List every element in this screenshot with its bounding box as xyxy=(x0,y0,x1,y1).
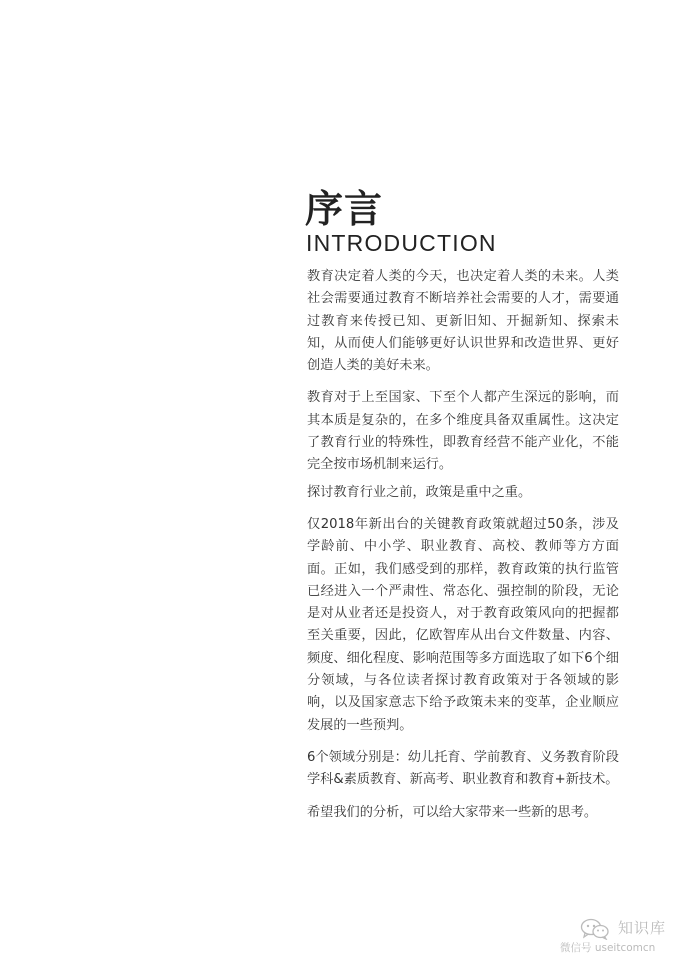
wechat-icon xyxy=(580,918,610,940)
paragraph-6: 希望我们的分析，可以给大家带来一些新的思考。 xyxy=(307,804,598,820)
paragraph-3: 探讨教育行业之前，政策是重中之重。 xyxy=(307,484,532,500)
paragraph-4: 仅2018年新出台的关键教育政策就超过50条，涉及学龄前、中小学、职业教育、高校、教师等方方面面。正如，我们感受到的那样，教育政策的执行监管已经进入一个严肃性、常态化、强控制的阶段，无论是对从业者还是投资人，对于教育政策风向的把握都至关重要，因此，亿欧智库从出台文件数量、内容、频度、细化程度、影响范围等多方面选取了如下6个细分领域，与各位读者探讨教育政策对于各领域的影响，以及国家意志下给予政策未来的变革，企业顺应发展的一些预判。 xyxy=(307,516,619,733)
body-text xyxy=(307,266,619,824)
paragraph-5: 6个领域分别是：幼儿托育、学前教育、义务教育阶段学科&素质教育、新高考、职业教育和教育+新技术。 xyxy=(307,749,619,788)
page-subtitle: INTRODUCTION xyxy=(306,230,497,256)
watermark-subtitle: 微信号 useitcomcn xyxy=(560,942,656,954)
page-title: 序言 xyxy=(305,187,384,231)
paragraph-1: 教育决定着人类的今天，也决定着人类的未来。人类社会需要通过教育不断培养社会需要的人才，需要通过教育来传授已知、更新旧知、开掘新知、探索未知，从而使人们能够更好认识世界和改造世界、更好创造人类的美好未来。 xyxy=(307,269,619,374)
paragraph-2: 教育对于上至国家、下至个人都产生深远的影响，而其本质是复杂的，在多个维度具备双重属性。这决定了教育行业的特殊性，即教育经营不能产业化，不能完全按市场机制来运行。 xyxy=(307,390,619,473)
watermark xyxy=(560,916,672,956)
watermark-title: 知识库 xyxy=(618,919,667,937)
